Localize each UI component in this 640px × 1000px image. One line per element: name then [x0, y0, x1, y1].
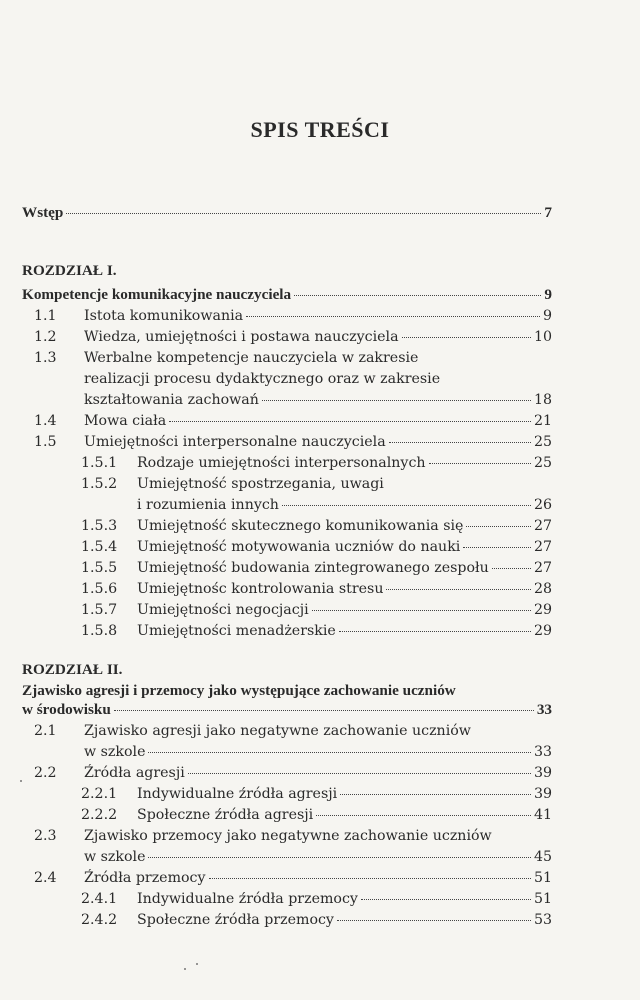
- toc-page-number: 27: [533, 539, 552, 555]
- toc-entry[interactable]: [84, 847, 552, 867]
- toc-page-number: 33: [533, 744, 552, 760]
- toc-entry[interactable]: [81, 784, 552, 804]
- section-number: 1.5.7: [81, 602, 118, 618]
- toc-page-number: 10: [533, 329, 552, 345]
- toc-page-number: 41: [533, 807, 552, 823]
- dot-leader: [188, 773, 531, 774]
- toc-page-number: 39: [533, 765, 552, 781]
- section-number: 2.2: [34, 765, 57, 781]
- toc-entry[interactable]: [34, 327, 552, 347]
- section-number: 1.5: [34, 434, 57, 450]
- section-title: Mowa ciała: [84, 413, 167, 429]
- dot-leader: [148, 857, 530, 858]
- toc-page-number: 18: [533, 392, 552, 408]
- section-title-continued: w szkole: [84, 744, 146, 760]
- dot-leader: [429, 463, 531, 464]
- section-number: 2.1: [34, 723, 57, 739]
- dot-leader: [389, 442, 531, 443]
- section-title-continued: i rozumienia innych: [137, 497, 279, 513]
- section-title: Umiejętność spostrzegania, uwagi: [137, 476, 384, 492]
- dot-leader: [463, 547, 531, 548]
- toc-page-number: 51: [533, 870, 552, 886]
- dot-leader: [148, 752, 530, 753]
- toc-page-number: 26: [533, 497, 552, 513]
- toc-page-number: 21: [533, 413, 552, 429]
- section-title: Zjawisko przemocy jako negatywne zachowanie uczniów: [84, 828, 492, 844]
- toc-entry-line[interactable]: [34, 348, 552, 368]
- dot-leader: [492, 568, 531, 569]
- toc-page-number: 29: [533, 623, 552, 639]
- toc-entry[interactable]: [81, 805, 552, 825]
- dot-leader: [339, 631, 531, 632]
- section-number: 2.4.2: [81, 912, 118, 928]
- section-title-continued: w szkole: [84, 849, 146, 865]
- chapter-title-entry[interactable]: [22, 700, 552, 720]
- section-title: Społeczne źródła przemocy: [137, 912, 334, 928]
- toc-entry[interactable]: [81, 889, 552, 909]
- dot-leader: [316, 815, 531, 816]
- section-title: Umiejętność skutecznego komunikowania się: [137, 518, 464, 534]
- section-number: 2.2.2: [81, 807, 118, 823]
- page-title: SPIS TREŚCI: [250, 117, 390, 142]
- toc-entry[interactable]: [34, 411, 552, 431]
- section-title-continued: kształtowania zachowań: [84, 392, 259, 408]
- section-number: 1.5.3: [81, 518, 118, 534]
- toc-entry-line[interactable]: [34, 826, 552, 846]
- dot-leader: [340, 794, 531, 795]
- toc-page-number: 27: [533, 518, 552, 534]
- toc-entry[interactable]: [81, 558, 552, 578]
- dot-leader: [169, 421, 531, 422]
- chapter-heading: [22, 261, 117, 281]
- dot-leader: [466, 526, 530, 527]
- dot-leader: [386, 589, 530, 590]
- section-number: 2.3: [34, 828, 57, 844]
- toc-page-number: 25: [533, 434, 552, 450]
- toc-entry[interactable]: [81, 537, 552, 557]
- chapter-heading: [22, 660, 122, 680]
- section-title: Wiedza, umiejętności i postawa nauczyciela: [84, 329, 399, 345]
- chapter-title: Kompetencje komunikacyjne nauczyciela: [22, 286, 292, 303]
- dot-leader: [282, 505, 531, 506]
- section-title: Umiejętność motywowania uczniów do nauki: [137, 539, 461, 555]
- section-number: 1.5.2: [81, 476, 118, 492]
- toc-entry-line[interactable]: [84, 369, 552, 389]
- chapter-label: ROZDZIAŁ I.: [22, 262, 117, 279]
- toc-page-number: 39: [533, 786, 552, 802]
- section-title: Rodzaje umiejętności interpersonalnych: [137, 455, 426, 471]
- toc-entry[interactable]: [81, 621, 552, 641]
- dot-leader: [114, 710, 534, 711]
- toc-entry-label: Wstęp: [22, 204, 64, 221]
- dot-leader: [402, 337, 531, 338]
- section-number: 1.5.8: [81, 623, 118, 639]
- toc-page-number: 33: [536, 701, 552, 718]
- toc-page-number: 27: [533, 560, 552, 576]
- dot-leader: [246, 316, 540, 317]
- toc-page-number: 29: [533, 602, 552, 618]
- section-number: 2.4: [34, 870, 57, 886]
- toc-entry[interactable]: [84, 390, 552, 410]
- dot-leader: [294, 295, 541, 296]
- toc-entry-line[interactable]: [81, 474, 552, 494]
- dot-leader: [66, 213, 541, 214]
- section-title: Źródła przemocy: [84, 870, 206, 886]
- section-title: Indywidualne źródła przemocy: [137, 891, 358, 907]
- toc-page-number: 9: [544, 286, 552, 303]
- toc-page-number: 51: [533, 891, 552, 907]
- section-title-continued: realizacji procesu dydaktycznego oraz w zakresie: [84, 371, 441, 387]
- section-title: Umiejętnośc kontrolowania stresu: [137, 581, 384, 597]
- section-number: 1.5.1: [81, 455, 118, 471]
- section-number: 1.5.6: [81, 581, 118, 597]
- chapter-title-entry-line[interactable]: [22, 681, 552, 701]
- section-number: 2.4.1: [81, 891, 118, 907]
- section-title: Umiejętności menadżerskie: [137, 623, 336, 639]
- chapter-label: ROZDZIAŁ II.: [22, 661, 123, 678]
- toc-page-number: 9: [542, 308, 552, 324]
- toc-page-number: 25: [533, 455, 552, 471]
- section-title: Umiejętności interpersonalne nauczyciela: [84, 434, 386, 450]
- section-title: Społeczne źródła agresji: [137, 807, 314, 823]
- toc-entry[interactable]: [81, 600, 552, 620]
- dot-leader: [262, 400, 531, 401]
- section-number: 1.2: [34, 329, 57, 345]
- section-number: 1.3: [34, 350, 57, 366]
- print-speck: [184, 968, 186, 970]
- chapter-title-continued: w środowisku: [22, 701, 111, 718]
- toc-entry[interactable]: [137, 495, 552, 515]
- section-title: Werbalne kompetencje nauczyciela w zakresie: [84, 350, 419, 366]
- toc-page-number: 7: [544, 204, 552, 221]
- section-title: Istota komunikowania: [84, 308, 244, 324]
- section-title: Źródła agresji: [84, 765, 185, 781]
- section-number: 2.2.1: [81, 786, 118, 802]
- section-title: Zjawisko agresji jako negatywne zachowanie uczniów: [84, 723, 471, 739]
- toc-entry[interactable]: [81, 579, 552, 599]
- toc-entry[interactable]: [81, 453, 552, 473]
- section-title: Umiejętności negocjacji: [137, 602, 309, 618]
- toc-entry-line[interactable]: [34, 721, 552, 741]
- section-number: 1.4: [34, 413, 57, 429]
- toc-page-number: 53: [533, 912, 552, 928]
- chapter-title-entry[interactable]: [22, 285, 552, 305]
- section-title: Umiejętność budowania zintegrowanego zespołu: [137, 560, 489, 576]
- toc-entry-intro[interactable]: [22, 203, 552, 223]
- toc-entry[interactable]: [81, 910, 552, 930]
- toc-entry[interactable]: [81, 516, 552, 536]
- print-speck: [196, 963, 198, 965]
- chapter-title: Zjawisko agresji i przemocy jako występujące zachowanie uczniów: [22, 682, 456, 699]
- section-title: Indywidualne źródła agresji: [137, 786, 338, 802]
- section-number: 1.5.4: [81, 539, 118, 555]
- toc-entry[interactable]: [34, 306, 552, 326]
- dot-leader: [361, 899, 531, 900]
- section-number: 1.1: [34, 308, 57, 324]
- toc-page-number: 28: [533, 581, 552, 597]
- dot-leader: [312, 610, 531, 611]
- toc-entry[interactable]: [34, 868, 552, 888]
- print-speck: [20, 780, 22, 782]
- section-number: 1.5.5: [81, 560, 118, 576]
- dot-leader: [209, 878, 531, 879]
- toc-entry[interactable]: [34, 763, 552, 783]
- dot-leader: [337, 920, 531, 921]
- toc-entry[interactable]: [84, 742, 552, 762]
- toc-entry[interactable]: [34, 432, 552, 452]
- toc-page-number: 45: [533, 849, 552, 865]
